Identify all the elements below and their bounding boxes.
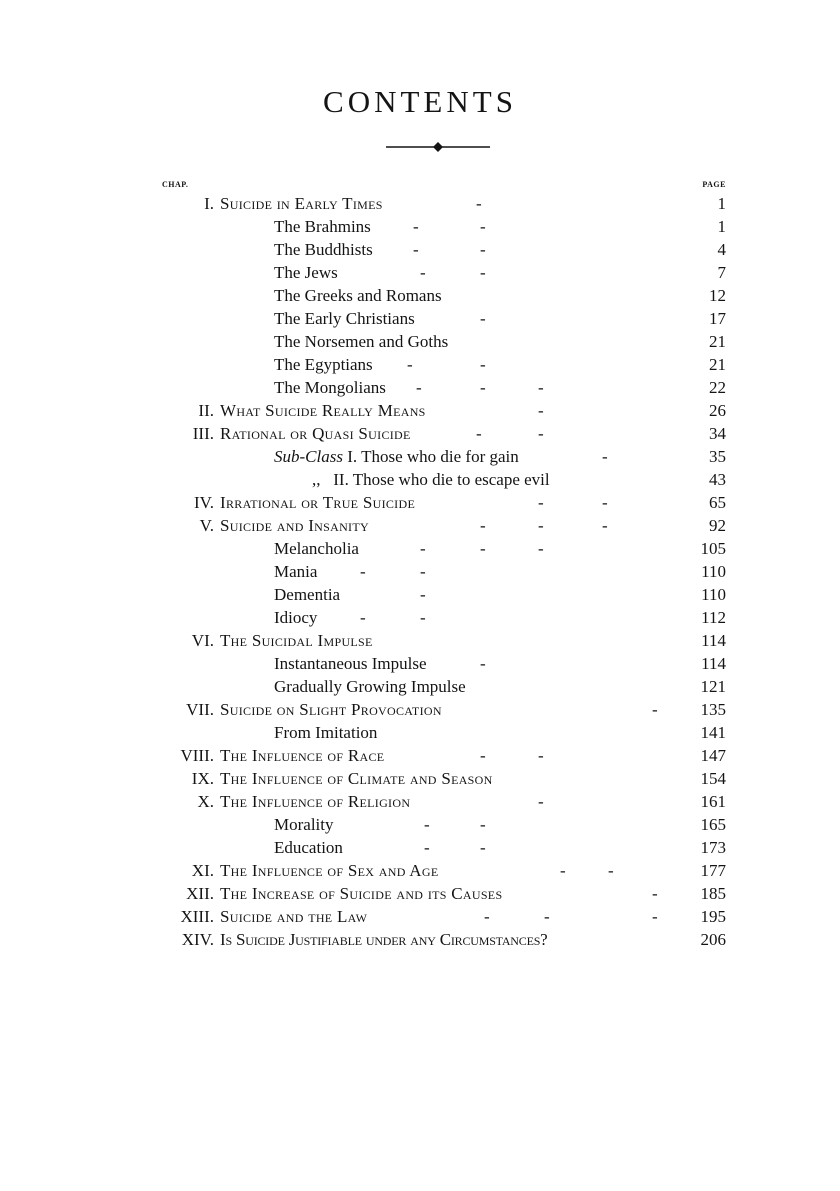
toc-row: The Early Christians - 17 [274, 309, 726, 328]
toc-row [0, 675, 840, 698]
chapter-number: VI. [191, 631, 214, 650]
subclass-prefix: Sub-Class [274, 447, 343, 466]
toc-row: Idiocy - - 112 [274, 608, 726, 627]
toc-row: The Jews - - 7 [274, 263, 726, 282]
toc-row: VII. Suicide on Slight Provocation - 135 [186, 700, 726, 719]
entry-page: 4 [717, 240, 726, 259]
toc-row [0, 928, 840, 951]
entry-page: 147 [700, 746, 726, 765]
toc-row [0, 330, 840, 353]
entry-title: Instantaneous Impulse [274, 654, 427, 673]
entry-title: The Influence of Religion [220, 792, 411, 811]
chapter-number: XII. [186, 884, 214, 903]
chapter-number: XI. [191, 861, 214, 880]
chapter-number: XIII. [180, 907, 214, 926]
chapter-number: VII. [186, 700, 214, 719]
entry-page: 1 [717, 194, 726, 213]
entry-page: 7 [717, 263, 726, 282]
entry-title: The Egyptians [274, 355, 373, 374]
toc-row [0, 767, 840, 790]
ornament-rule-icon [386, 141, 490, 153]
entry-title: Suicide and Insanity [220, 516, 369, 535]
entry-title: Dementia [274, 585, 341, 604]
toc-row: Melancholia - - - 105 [274, 539, 726, 558]
toc-row: Morality - - 165 [274, 815, 726, 834]
entry-title: From Imitation [274, 723, 378, 742]
entry-page: 165 [700, 815, 726, 834]
toc-row: The Buddhists - - 4 [274, 240, 726, 259]
entry-title: Suicide and the Law [220, 907, 368, 926]
entry-page: 26 [709, 401, 726, 420]
chapter-number: III. [192, 424, 214, 443]
entry-title: Irrational or True Suicide [220, 493, 416, 512]
entry-title: The Increase of Suicide and its Causes [220, 884, 503, 903]
entry-page: 112 [701, 608, 726, 627]
toc-row: XI. The Influence of Sex and Age - - 177 [191, 861, 726, 880]
chapter-number: IX. [191, 769, 214, 788]
entry-page: 21 [709, 355, 726, 374]
entry-title: Gradually Growing Impulse [274, 677, 466, 696]
toc-row: XIII. Suicide and the Law - - - 195 [180, 907, 726, 926]
entry-title: The Buddhists [274, 240, 373, 259]
toc-row: Education - - 173 [274, 838, 726, 857]
page-column-header: PAGE [702, 180, 726, 189]
entry-page: 114 [701, 654, 726, 673]
entry-title: Mania [274, 562, 318, 581]
entry-title: The Influence of Race [220, 746, 385, 765]
toc-row: I. Suicide in Early Times - 1 [204, 194, 726, 213]
toc-row: Dementia - 110 [274, 585, 726, 604]
entry-title: Suicide in Early Times [220, 194, 383, 213]
toc-row: XII. The Increase of Suicide and its Causes - 185 [186, 884, 726, 903]
toc-row [0, 284, 840, 307]
toc-row: IV. Irrational or True Suicide - - 65 [194, 493, 726, 512]
chapter-number: V. [199, 516, 214, 535]
toc-row: III. Rational or Quasi Suicide - - 34 [192, 424, 726, 443]
page-title: CONTENTS [323, 84, 517, 119]
toc-row: II. What Suicide Really Means - 26 [198, 401, 726, 420]
toc-row: The Brahmins - - 1 [274, 217, 726, 236]
chapter-number: II. [198, 401, 214, 420]
chap-column-header: CHAP. [162, 180, 189, 189]
entry-page: 12 [709, 286, 726, 305]
chapter-number: I. [204, 194, 214, 213]
entry-title: The Brahmins [274, 217, 371, 236]
toc-row: V. Suicide and Insanity - - - 92 [199, 516, 726, 535]
toc-row [0, 629, 840, 652]
entry-page: 114 [701, 631, 726, 650]
entry-title: I. Those who die for gain [347, 447, 519, 466]
entry-page: 105 [700, 539, 726, 558]
entry-page: 135 [700, 700, 726, 719]
ditto-mark: ,, [312, 470, 321, 489]
entry-page: 195 [700, 907, 726, 926]
entry-page: 35 [709, 447, 726, 466]
entry-page: 21 [709, 332, 726, 351]
entry-title: The Early Christians [274, 309, 415, 328]
entry-title: What Suicide Really Means [220, 401, 426, 420]
toc-row: The Mongolians - - - 22 [274, 378, 726, 397]
entry-page: 17 [709, 309, 726, 328]
entry-title: Idiocy [274, 608, 318, 627]
toc-row: VIII. The Influence of Race - - 147 [180, 746, 726, 765]
toc-row [0, 721, 840, 744]
toc-row: Mania - - 110 [274, 562, 726, 581]
entry-page: 34 [709, 424, 726, 443]
entry-page: 43 [709, 470, 726, 489]
entry-title: The Norsemen and Goths [274, 332, 449, 351]
entry-page: 141 [700, 723, 726, 742]
entry-page: 154 [700, 769, 726, 788]
entry-page: 185 [700, 884, 726, 903]
entry-title: The Influence of Sex and Age [220, 861, 439, 880]
entry-page: 121 [700, 677, 726, 696]
entry-page: 173 [700, 838, 726, 857]
entry-title: Is Suicide Justifiable under any Circumstances? [220, 930, 548, 949]
entry-page: 92 [709, 516, 726, 535]
entry-title: The Influence of Climate and Season [220, 769, 493, 788]
entry-title: Suicide on Slight Provocation [220, 700, 442, 719]
toc-row: Sub-Class I. Those who die for gain - 35 [274, 447, 726, 466]
entry-title: II. Those who die to escape evil [333, 470, 550, 489]
entry-page: 1 [717, 217, 726, 236]
entry-page: 22 [709, 378, 726, 397]
entry-page: 161 [700, 792, 726, 811]
entry-title: Rational or Quasi Suicide [220, 424, 411, 443]
entry-title: Morality [274, 815, 334, 834]
entry-page: 110 [701, 585, 726, 604]
entry-title: The Jews [274, 263, 338, 282]
chapter-number: VIII. [180, 746, 214, 765]
entry-title: Education [274, 838, 343, 857]
chapter-number: XIV. [181, 930, 214, 949]
toc-row: Instantaneous Impulse - 114 [274, 654, 726, 673]
entry-title: The Suicidal Impulse [220, 631, 373, 650]
entry-title: Melancholia [274, 539, 359, 558]
entry-title: The Greeks and Romans [274, 286, 442, 305]
entry-page: 65 [709, 493, 726, 512]
toc-row: The Egyptians - - 21 [274, 355, 726, 374]
entry-page: 206 [700, 930, 726, 949]
entry-title: The Mongolians [274, 378, 386, 397]
toc-row [0, 468, 840, 491]
chapter-number: X. [197, 792, 214, 811]
chapter-number: IV. [194, 493, 214, 512]
entry-page: 110 [701, 562, 726, 581]
entry-page: 177 [700, 861, 726, 880]
toc-row: X. The Influence of Religion - 161 [197, 792, 726, 811]
